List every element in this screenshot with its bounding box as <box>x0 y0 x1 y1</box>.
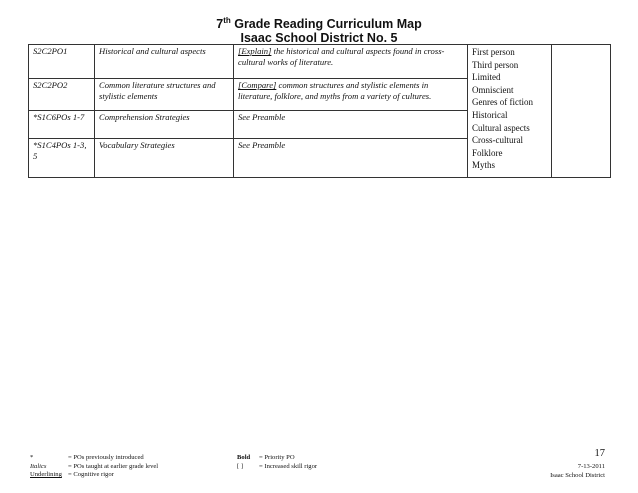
legend-value: = POs taught at earlier grade level <box>68 462 159 470</box>
page-title <box>0 17 638 45</box>
legend-left <box>30 454 158 480</box>
legend-value: = Increased skill rigor <box>259 462 318 470</box>
vocab-term: Folklore <box>472 147 503 158</box>
topic: Common literature structures and stylistic elements <box>95 79 234 111</box>
description <box>234 45 468 79</box>
footer-district: Isaac School District <box>550 471 605 479</box>
vocab-term: Omniscient <box>472 84 514 95</box>
topic: Vocabulary Strategies <box>95 139 234 178</box>
table-row <box>29 45 611 79</box>
skill-keyword: [Compare] <box>238 80 277 90</box>
legend-value: = Cognitive rigor <box>68 471 114 479</box>
description-text: the historical and cultural aspects found in cross-cultural works of literature. <box>238 46 445 67</box>
description-text: See Preamble <box>238 112 286 122</box>
legend-value: = POs previously introduced <box>68 454 144 461</box>
vocab-term: Limited <box>472 72 501 83</box>
topic: Comprehension Strategies <box>95 111 234 139</box>
title-text: Grade Reading Curriculum Map <box>230 17 422 31</box>
vocab-term: Genres of fiction <box>472 97 533 108</box>
standard-code: *S1C6POs 1-7 <box>29 111 95 139</box>
page-number: 17 <box>594 448 605 459</box>
standard-code: S2C2PO1 <box>29 45 95 79</box>
footer-right <box>550 463 605 480</box>
description <box>234 139 468 178</box>
legend-key: Italics <box>30 462 47 470</box>
legend-key: Bold <box>237 454 251 461</box>
title-line-1 <box>0 17 638 31</box>
skill-keyword: [Explain] <box>238 46 272 56</box>
description-text: common structures and stylistic elements in literature, folklore, and myths from a variety of cultures. <box>238 80 432 101</box>
grade-number: 7 <box>216 17 224 31</box>
topic: Historical and cultural aspects <box>95 45 234 79</box>
legend-key: Underlining <box>30 471 62 479</box>
standard-code: S2C2PO2 <box>29 79 95 111</box>
grade-superscript: th <box>223 15 231 25</box>
legend-mid <box>237 454 317 471</box>
footer-date: 7-13-2011 <box>577 463 605 470</box>
subtitle: Isaac School District No. 5 <box>240 31 398 45</box>
vocab-term: First person <box>472 47 515 57</box>
blank-column <box>552 45 611 178</box>
description <box>234 111 468 139</box>
vocab-term: Myths <box>472 160 496 171</box>
vocab-term: Cultural aspects <box>472 122 530 133</box>
legend-value: = Priority PO <box>259 454 295 461</box>
legend-key: * <box>30 454 34 461</box>
vocabulary-list <box>468 45 552 178</box>
legend-key: [ ] <box>237 462 244 470</box>
curriculum-table <box>28 44 611 178</box>
vocab-term: Cross-cultural <box>472 135 523 146</box>
vocab-term: Historical <box>472 109 508 120</box>
description-text: See Preamble <box>238 140 286 150</box>
standard-code: *S1C4POs 1-3, 5 <box>29 139 95 178</box>
vocab-term: Third person <box>472 59 519 70</box>
description <box>234 79 468 111</box>
